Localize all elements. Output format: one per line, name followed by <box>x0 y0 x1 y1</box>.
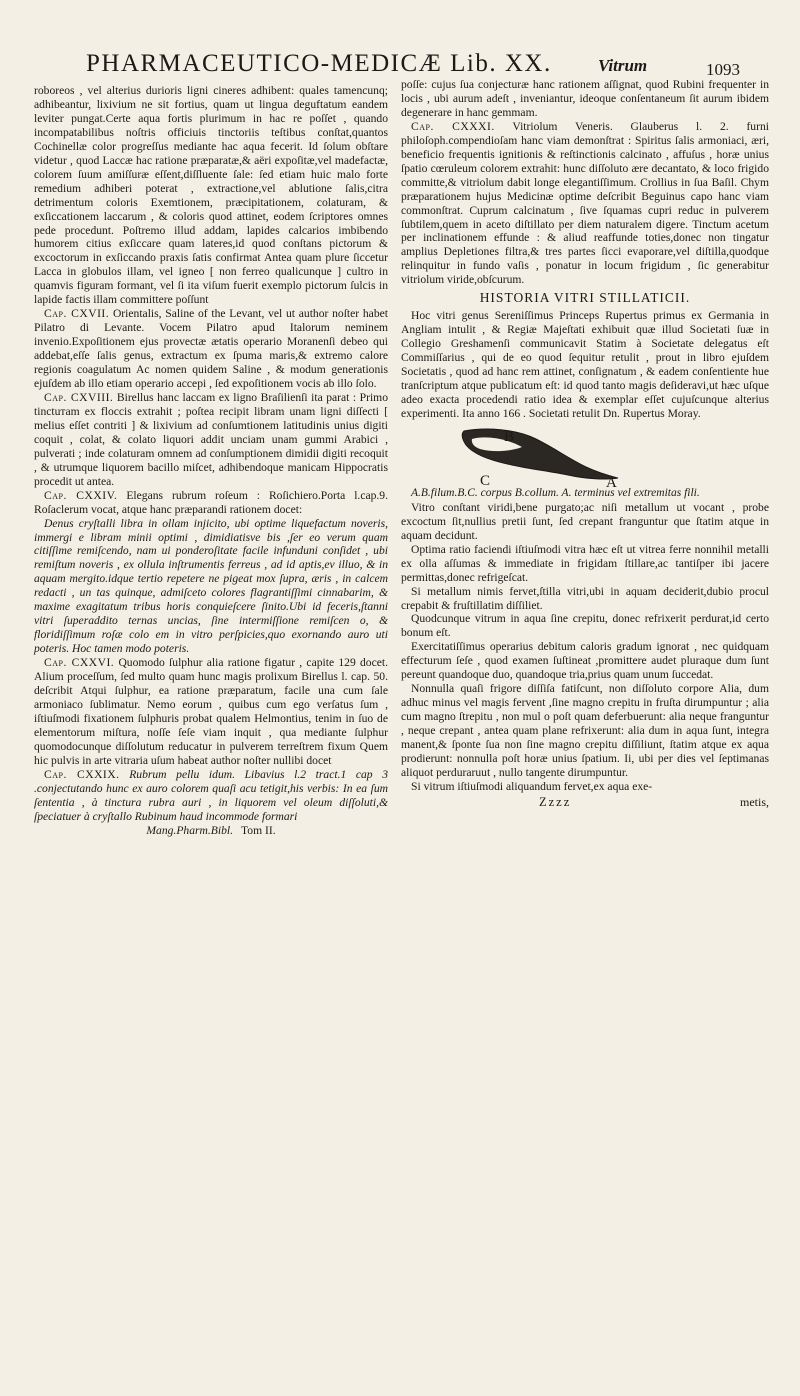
chapter-entry <box>34 768 388 824</box>
paragraph: Hoc vitri genus Sereniſſimus Princeps Rupertus primus ex Germania in Angliam intulit , & Regiæ Majeſtati exhibuit quæ illud Societati ſuæ in Collegio Greshamenſi communicavit Statim à Societate delegatus eſt Commiſſarius , qui de eo quod ſequitur retulit , prout in libro ejuſdem Societatis , quod ad hanc rem attinet, conſignatum , & eadem conſentiente hue tranſcriptum atque publicatum eſt: id quod tanto magis deſideravi,ut hæc uſque adeo exacta procedendi ratio idea & exemplar eſſet cujuſcunque alterius experimenti. Ita anno 166 . Societati retulit Dn. Rupertus Moray. <box>401 309 769 420</box>
chapter-heading: Cap. CXXXI. <box>411 119 495 133</box>
quotation: Denus cryſtalli libra in ollam injicito, ubi optime liquefactum noveris, immergi e libram minii optimi , dimidiatisve bis ,ſer eo verum quam citiſſime remiſcendo, nam ui ponderoſitate facile infunduni conſidet , ubi remiſtum noveris , ex ollula inſtrumentis ferreus , ad id aptis,ev illuo, & in aquam mergito.idque tertio repetere ne pigeat mox ſupra, æris , in calcem redacti , un tas quinque, admiſceto colores flagrantiſſimi cinnabarim, & maxime exagitatum tribus horis conquieſcere ſinito.Ubi id feceris,ſtanni vitri ſuperaddito ternas uncias, ſine intermiſſione remiſcen o, & floridiſſimum roſæ colo em in vitro perſpicies,quo exornando auro uti poteris. Hoc tamen modo poteris. <box>34 516 388 656</box>
right-column <box>401 78 769 810</box>
footer-volume: Tom II. <box>241 823 276 837</box>
running-title: PHARMACEUTICO-MEDICÆ Lib. XX. <box>86 50 552 77</box>
paragraph: Si metallum nimis fervet,ſtilla vitri,ubi in aquam deciderit,dubio procul crepabit & fruſtillatim diſſiliet. <box>401 584 769 612</box>
glass-drop-figure <box>456 425 626 487</box>
signature-mark: Zzzz <box>539 794 572 809</box>
paragraph: roboreos , vel alterius durioris ligni cineres adhibent: quales tamencunq; adhibeantur, lixivium ne sit fortius, quam ut lingua deguftatum eandem leviter pungat.Certe aqua fortis plurimum in hac re poſſet , quando incompatabilibus noſtris officiuis tinctoriis teſtibus conſtat,quantos Cochinellæ color progreſſus mediante hac aqua fecerit. Id ſolum obſtare videtur , quod Laccæ hac ratione præparatæ,& aëri expoſitæ,vel madefactæ, colorem ſuum amiſſuræ eſſent,diſſluente ſale: ſed etiam huic malo forte remedium adhiberi poterat , extractione,vel ablutione ſalis,citra detrimentum coloris Exemtionem, præcipitationem, colaturam, & exſiccationem laccarum , & coloris quod attinet, eodem ſcriptores omnes pede procedunt. Poſtremo illud addam, lapides calcarios imbibendo humorem citius exſiccare quam lateres,id quod conſtans pictorum & excoctorum in exſiccando praxis ſatis confirmat Antea quam plure ſiccetur Lacca in globulos illam, vel igneo [ non ferreo qualicunque ] cultro in quamvis figuram formant, vel ſi ita viſum fuerit exemplo pictorum ſulcis in lapide factis illam committere poſſunt <box>34 84 388 307</box>
section-heading: HISTORIA VITRI STILLATICII. <box>479 290 691 306</box>
chapter-text: Orientalis, Saline of the Levant, vel ut author noſter habet Pilatro di Levante. Vocem Pilatro apud Italorum neminem invenio.Expoſitionem ejus provectæ ætatis operario Moranenſi debeo qui addebat,eſſe ſalis genus, extractum ex ſpuma maris,& extremo calore regionis coagulatum Ac nomen quidem Saline , & modum generationis ejuſdem ab illo etiam operario accepi , ſed expoſitionem vocis ab illo ſolo. <box>34 307 388 391</box>
chapter-text: Elegans rubrum roſeum : Roſichiero.Porta l.cap.9. Roſaclerum vocat, atque hanc præparandi rationem docet: <box>34 488 388 516</box>
chapter-entry <box>34 307 388 391</box>
paragraph: Optima ratio faciendi iſtiuſmodi vitra hæc eſt ut vitrea ferre nonnihil metalli ex olla aſſumas & immediate in frigidam ſtillare,ac tantiſper ibi jacere permittas,donec refrigeſcat. <box>401 542 769 584</box>
chapter-heading: Cap. CXXIX. <box>44 767 120 781</box>
chapter-entry <box>401 120 769 287</box>
chapter-text: Rubrum pellu idum. Libavius l.2 tract.1 cap 3 .conjectutando hunc ex auro colorem quaſi acu tetigit,his verbis: In ea ſum ſententia , à tinctura rubra auri , in liquorem vel oleum diſſoluti,& ſpeciatuer à cryſtallo Rubinum haud incommode formari <box>34 767 388 823</box>
chapter-heading: Cap. CXVIII. <box>44 390 114 404</box>
glass-drop-body <box>462 429 618 479</box>
paragraph: poſſe: cujus ſua conjecturæ hanc rationem aſſignat, quod Rubini frequenter in locis , ubi aurum adeſt , inveniantur, ideoque conſentaneum ſit aurum ibidem degenerare in hanc gemmam. <box>401 78 769 119</box>
paragraph: Vitro conſtant viridi,bene purgato;ac niſi metallum ut vocant , probe excoctum ſit,nullius pretii ſunt, ſed crepant franguntur que ſtatim atque in aquam decidunt. <box>401 500 769 542</box>
left-column <box>34 84 388 837</box>
figure-label-c: C <box>480 472 491 487</box>
chapter-entry <box>34 391 388 489</box>
figure-label-b: B <box>504 428 515 445</box>
signature-line <box>401 796 769 810</box>
page-number: 1093 <box>706 60 740 79</box>
chapter-text: Vitriolum Veneris. Glauberus l. 2. furni philoſoph.compendioſam hanc viam demonſtrat : Spiritus ſalis armoniaci, æri, beneficio frequentis ignitionis & reſtinctionis calcinato , affuſus , horæ unius ſpatio cœruleum colorem extrahit: hunc diſſoluto ære decantato, & loco frigido committe,& vitriolum dabit longe elegantiſſimum. Crollius in ſua Baſil. Chym præparationem hujus Medicinæ optime deſcribit Beguinus capo hanc viam commonſtrat. Cuprum calcinatum , ſive ſquamas cupri reduc in pulverem ſubtilem,quem in aceto diſtillato per diem naturalem digere. Tinctum acetum per inclinationem effunde : & aliud reaffunde toties,donec non tingatur amplius Depletiones filtra,& tres partes ſicci evaporare,vel diſtilla,quodque relinquitur in fundo vaſis , ponatur in locum frigidum , ſic generabitur vitriolum viride,obſcurum. <box>401 119 769 287</box>
catchword: metis, <box>740 794 769 809</box>
chapter-text: Quomodo ſulphur alia ratione figatur , capite 129 docet. Alium proceſſum, ſed multo quam hunc magis prolixum Birellus l. cap. 50. deſcribit Atqui ſulphur, ea ratione præparatum, facile una cum ſale armoniaco ſublimatur. Nemo eorum , quibus cum ego verſatus ſum , iſtiuſmodi fixationem ſulphuris probat qualem Helmontius, tenim in ſuo de elementorum miſtura, noſſe ſeſe viam inquit , qua mediante ſulphur quomodocunque diſſolutum reducatur in pulverem terreſtrem fixum Quem hic pulvis in arte vitraria uſum habeat author noſter nullibi docet <box>34 656 388 767</box>
figure-label-a: A <box>606 474 617 487</box>
paragraph: Nonnulla quaſi frigore diſſiſa fatiſcunt, non diſſoluto corpore Alia, dum adhuc minus vel magis fervent ,ſine magno crepitu in fruſta dirumpuntur ; alia cum magno ſtrepitu , non mul o poſt quam deferbuerunt: alia neque franguntur , neque crepant , antea quam plane refrixerunt: alia dum in aqua ſunt, integra manent,& ſponte ſua non ſine magno crepitu diſſiliunt, ſtatim atque ex aqua prodierunt: nonnulla poſt horæ unius ſpatium. Ii, ubi per dies vel ſeptimanas aliquot perduraruut , nullo tangente dirumpuntur. <box>401 682 769 779</box>
figure-caption: A.B.filum.B.C. corpus B.collum. A. terminus vel extremitas fili. <box>411 486 700 499</box>
chapter-heading: Cap. CXVII. <box>44 307 110 321</box>
subject-title: Vitrum <box>598 56 648 75</box>
chapter-entry <box>34 656 388 768</box>
paragraph: Exercitatiſſimus operarius debitum caloris gradum ignorat , nec quidquam effecturum ſeſe , quod examen ſuſtineat ,promittere audet pluraque dum ſunt pereunt quandoque duo, quandoque tria,prius quam unum ſuccedat. <box>401 640 769 682</box>
footer-book-title: Mang.Pharm.Bibl. <box>146 823 233 837</box>
chapter-heading: Cap. CXXVI. <box>44 656 115 670</box>
paragraph: Si vitrum iſtiuſmodi aliquandum fervet,ex aqua exe- <box>411 779 653 793</box>
chapter-heading: Cap. CXXIV. <box>44 488 118 502</box>
chapter-entry <box>34 489 388 517</box>
chapter-text: Birellus hanc laccam ex ligno Braſilienſi ita parat : Primo tinctuтam ex floccis extrahit ; poſtea recipit libram unam ligni diſſecti [ melius eſſet contriti ] & lixivium ad conſumtionem latitudinis unius digiti coquit , colat, & colato liquori addit unciam unam gummi Arabici , pulverati ; inde colaturam omnem ad conſumptionem dimidii digiti recoquit , & utrumque liquorem bacillo miſcet, adhibendoque manicam Hippocratis procedit ut antea. <box>34 390 388 488</box>
paragraph: Quodcunque vitrum in aqua ſine crepitu, donec refrixerit perdurat,id certo bonum eſt. <box>401 612 769 640</box>
footer-line <box>34 824 388 838</box>
